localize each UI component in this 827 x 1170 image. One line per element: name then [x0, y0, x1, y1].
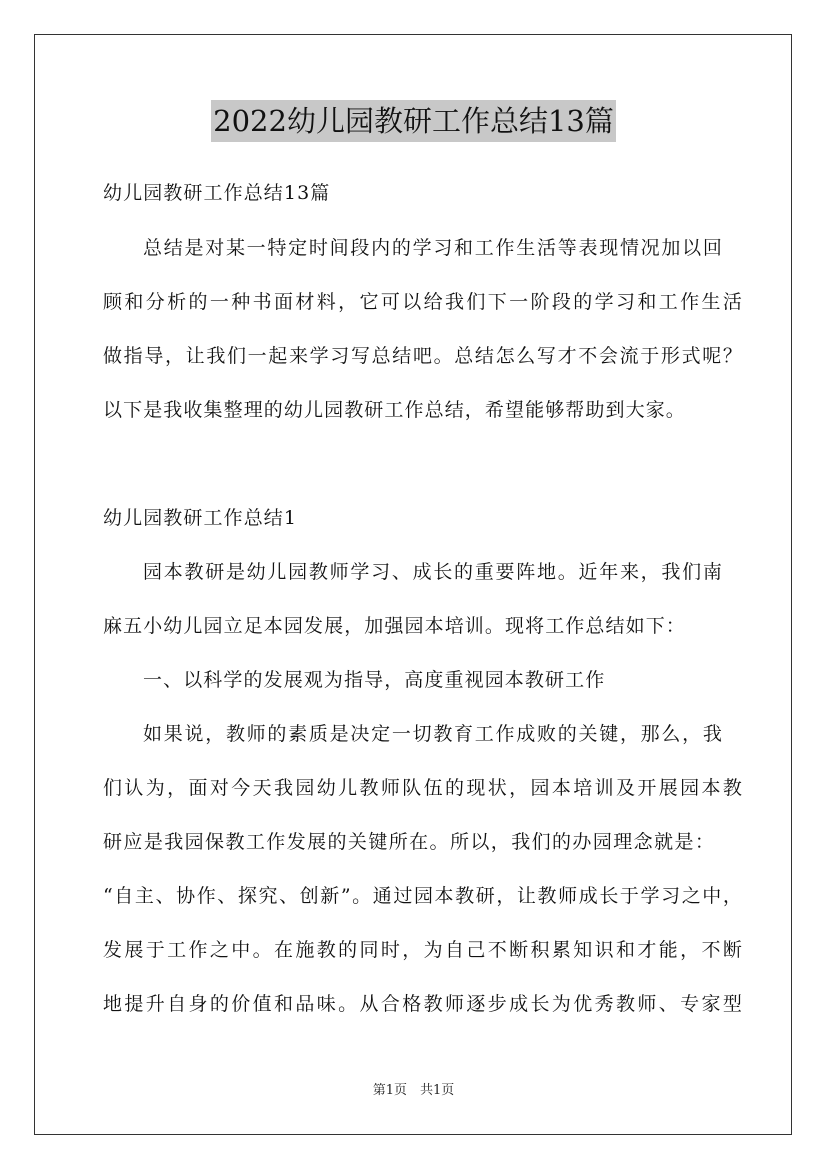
paragraph-line: 以下是我收集整理的幼儿园教研工作总结，希望能够帮助到大家。	[103, 399, 686, 421]
section-heading: 幼儿园教研工作总结1	[103, 507, 298, 529]
paragraph-line: 顾和分析的一种书面材料，它可以给我们下一阶段的学习和工作生活	[103, 291, 743, 313]
paragraph-line: 发展于工作之中。在施教的同时，为自己不断积累知识和才能，不断	[103, 939, 743, 961]
paragraph-line: 一、以科学的发展观为指导，高度重视园本教研工作	[143, 669, 606, 691]
title-container	[0, 100, 827, 142]
paragraph-line: 地提升自身的价值和品味。从合格教师逐步成长为优秀教师、专家型	[103, 993, 743, 1015]
paragraph-line: 园本教研是幼儿园教师学习、成长的重要阵地。近年来，我们南	[143, 561, 723, 583]
paragraph-line: 总结是对某一特定时间段内的学习和工作生活等表现情况加以回	[143, 237, 723, 259]
document-subtitle: 幼儿园教研工作总结13篇	[103, 182, 331, 204]
page-number: 第1页 共1页	[372, 1083, 455, 1098]
paragraph-line: 研应是我园保教工作发展的关键所在。所以，我们的办园理念就是：	[103, 831, 715, 853]
paragraph-line: “自主、协作、探究、创新”。通过园本教研，让教师成长于学习之中，	[103, 885, 743, 907]
paragraph-line: 做指导，让我们一起来学习写总结吧。总结怎么写才不会流于形式呢？	[103, 345, 743, 367]
paragraph-line: 麻五小幼儿园立足本园发展，加强园本培训。现将工作总结如下：	[103, 615, 686, 637]
paragraph-line: 如果说，教师的素质是决定一切教育工作成败的关键，那么，我	[143, 723, 723, 745]
document-title: 2022幼儿园教研工作总结13篇	[211, 100, 616, 142]
paragraph-line: 们认为，面对今天我园幼儿教师队伍的现状，园本培训及开展园本教	[103, 777, 743, 799]
